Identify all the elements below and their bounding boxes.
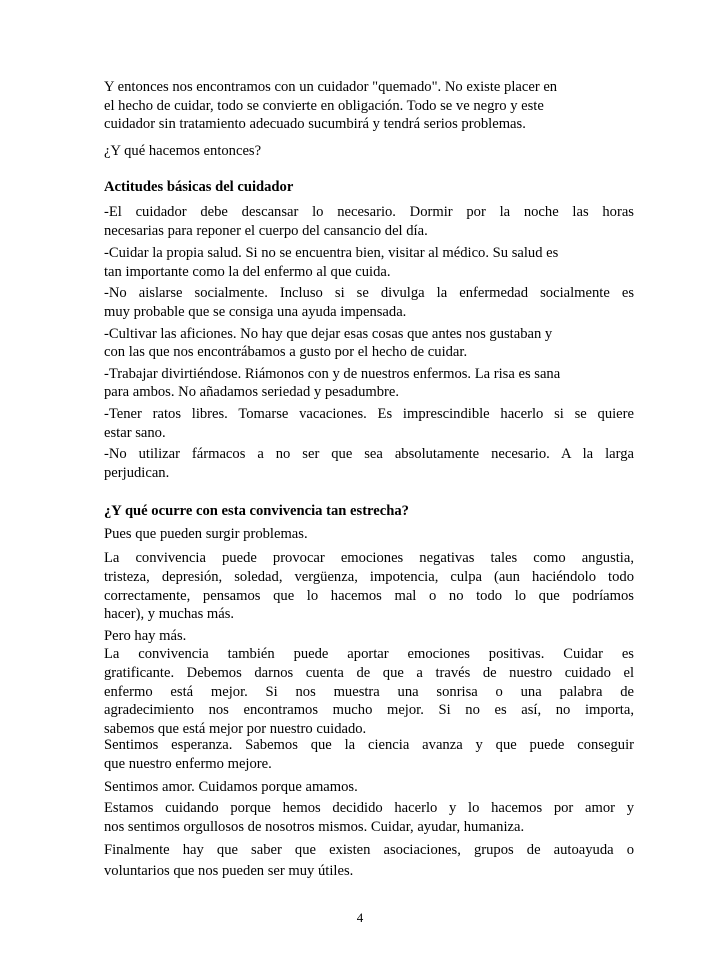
heading-basic-attitudes: Actitudes básicas del cuidador xyxy=(104,179,294,196)
text-line: Estamos cuidando porque hemos decidido hacerlo y lo hacemos por amor y xyxy=(104,800,634,817)
heading-coexistence: ¿Y qué ocurre con esta convivencia tan estrecha? xyxy=(104,503,409,520)
text-line: La convivencia puede provocar emociones negativas tales como angustia, xyxy=(104,550,634,567)
text-line: -No aislarse socialmente. Incluso si se divulga la enfermedad socialmente es xyxy=(104,285,634,302)
text-line: Sentimos esperanza. Sabemos que la ciencia avanza y que puede conseguir xyxy=(104,737,634,754)
text-line: tan importante como la del enfermo al que cuida. xyxy=(104,263,391,280)
problems-sentence: Pues que pueden surgir problemas. xyxy=(104,525,308,542)
document-body xyxy=(104,78,634,882)
text-line: -Cuidar la propia salud. Si no se encuentra bien, visitar al médico. Su salud es xyxy=(104,245,559,262)
text-line: estar sano. xyxy=(104,424,166,441)
text-line: necesarias para reponer el cuerpo del cansancio del día. xyxy=(104,222,428,239)
text-line: muy probable que se consiga una ayuda impensada. xyxy=(104,303,407,320)
text-line: perjudican. xyxy=(104,464,170,481)
attitude-fun xyxy=(104,365,634,402)
attitude-rest xyxy=(104,203,634,240)
text-line: -Tener ratos libres. Tomarse vacaciones. Es imprescindible hacerlo si se quiere xyxy=(104,405,634,422)
text-line: agradecimiento nos encontramos mucho mejor. Si no es así, no importa, xyxy=(104,702,634,719)
paragraph-negative-emotions xyxy=(104,549,634,623)
question-what-to-do: ¿Y qué hacemos entonces? xyxy=(104,142,262,159)
text-line: con las que nos encontrábamos a gusto por el hecho de cuidar. xyxy=(104,344,468,361)
attitude-hobbies xyxy=(104,325,634,362)
text-line: Finalmente hay que saber que existen asociaciones, grupos de autoayuda o xyxy=(104,842,634,859)
paragraph-hope xyxy=(104,736,634,773)
text-line: hacer), y muchas más. xyxy=(104,606,235,623)
paragraph-pride xyxy=(104,799,634,836)
text-line: el hecho de cuidar, todo se convierte en obligación. Todo se ve negro y este xyxy=(104,97,544,114)
page-number: 4 xyxy=(356,910,364,925)
love-sentence: Sentimos amor. Cuidamos porque amamos. xyxy=(104,778,358,795)
text-line: correctamente, pensamos que lo hacemos mal o no todo lo que podríamos xyxy=(104,587,634,604)
text-line: voluntarios que nos pueden ser muy útiles. xyxy=(104,863,354,880)
text-line: enfermo está mejor. Si nos muestra una sonrisa o una palabra de xyxy=(104,683,634,700)
text-line: -Cultivar las aficiones. No hay que dejar esas cosas que antes nos gustaban y xyxy=(104,325,553,342)
paragraph-burnout xyxy=(104,78,634,134)
attitude-drugs xyxy=(104,445,634,482)
paragraph-associations xyxy=(104,840,634,882)
text-line: gratificante. Debemos darnos cuenta de que a través de nuestro cuidado el xyxy=(104,665,634,682)
paragraph-positive-emotions xyxy=(104,645,634,738)
text-line: para ambos. No añadamos seriedad y pesadumbre. xyxy=(104,384,400,401)
text-line: tristeza, depresión, soledad, vergüenza, impotencia, culpa (aun haciéndolo todo xyxy=(104,569,634,586)
text-line: cuidador sin tratamiento adecuado sucumbirá y tendrá serios problemas. xyxy=(104,116,526,133)
attitude-social xyxy=(104,284,634,321)
text-line: -Trabajar divirtiéndose. Riámonos con y de nuestros enfermos. La risa es sana xyxy=(104,365,561,382)
text-line: que nuestro enfermo mejore. xyxy=(104,756,272,772)
text-line: nos sentimos orgullosos de nosotros mismos. Cuidar, ayudar, humaniza. xyxy=(104,818,525,835)
but-more-sentence: Pero hay más. xyxy=(104,627,187,644)
text-line: La convivencia también puede aportar emociones positivas. Cuidar es xyxy=(104,646,634,663)
attitude-free-time xyxy=(104,405,634,442)
text-line: sabemos que está mejor por nuestro cuidado. xyxy=(104,720,367,737)
text-line: Y entonces nos encontramos con un cuidador "quemado". No existe placer en xyxy=(104,79,558,95)
text-line: -El cuidador debe descansar lo necesario. Dormir por la noche las horas xyxy=(104,203,634,220)
attitude-health xyxy=(104,244,634,281)
text-line: -No utilizar fármacos a no ser que sea absolutamente necesario. A la larga xyxy=(104,446,634,463)
